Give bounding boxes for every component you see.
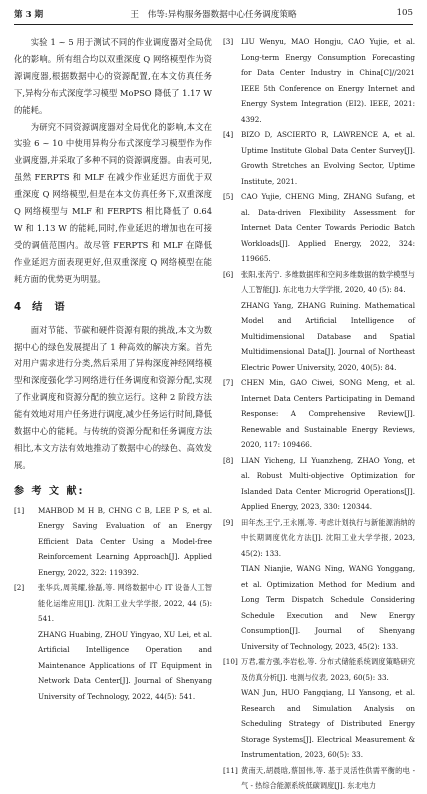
reference-text: 张阳,张芮宁. 多维数据库和空间多维数据的数学模型与人工智能[J]. 东北电力大学学报, 2020, 40 (5): 84. [241,269,415,294]
issue-label: 第 3 期 [14,10,44,20]
reference-text: ZHANG Huabing, ZHOU Yingyao, XU Lei, et al. Artificial Intelligence Operation and Maintenance Applications of IT Equipment in Network Data Center[J]. Journal of Shenyang University of Technology, 2022, 44(5): 541. [38,629,212,701]
references-heading: 参 考 文 献: [14,485,85,497]
reference-entry [223,375,415,453]
reference-entry [223,515,415,562]
reference-entry [223,127,415,189]
reference-text: CAO Yujie, CHENG Ming, ZHANG Sufang, et al. Data-driven Flexibility Assessment for Internet Data Center Towards Periodic Batch Workloads[J]. Applied Energy, 2022, 324: 119665. [241,192,415,263]
reference-number: [9] [223,517,234,527]
reference-number: [7] [223,378,234,387]
section-title: 结 语 [32,301,66,313]
page-number: 105 [396,8,413,18]
reference-text: 田年杰,王宁,王永刚,等. 考虑计划执行与新能源消纳的中长期调度优化方法[J]. 沈阳工业大学学报, 2023, 45(2): 133. [241,517,415,558]
reference-entry [223,267,415,298]
left-column [14,34,212,704]
reference-entry-translation [14,627,212,705]
reference-entry-translation [223,685,415,763]
reference-number [223,561,241,654]
reference-text: LIU Wenyu, MAO Hongju, CAO Yujie, et al. Long-term Energy Consumption Forecasting for Data Center Industry in China[C]//2021 IEEE 5th Conference on Energy Internet and Energy System Integration (EI2). IEEE, 2021: 4392. [241,37,415,124]
reference-entry [14,503,212,581]
reference-number [223,685,241,763]
reference-number: [10] [223,657,238,666]
reference-entry-translation [223,298,415,376]
reference-text: 万君,霍方强,李岩松,等. 分布式储能系统调度策略研究及仿真分析[J]. 电测与仪表, 2023, 60(5): 33. [241,657,415,682]
reference-number [14,627,38,705]
section-heading [14,298,212,313]
reference-number: [6] [223,269,234,279]
reference-text: 张华兵,周英耀,徐磊,等. 网络数据中心 IT 设备人工智能化运维应用[J]. 沈阳工业大学学报, 2022, 44 (5): 541. [38,583,212,624]
reference-number: [11] [223,765,238,775]
right-column [223,34,415,794]
running-title: 王 伟等:异构服务器数据中心任务调度策略 [130,10,297,20]
reference-number: [5] [223,192,234,201]
reference-number: [3] [223,37,234,46]
reference-entry [223,34,415,127]
body-paragraph: 为研究不同资源调度器对全局优化的影响,本文在实验 6 ~ 10 中使用异构分布式深度学习模型作为作业调度器,并采取了多种不同的资源调度器。由表可见,虽然 FERPTS 和 MLF 在减少作业延迟方面优于双重深度 Q 网络模型,但是在本文仿真任务下,双重深度 Q 网络模型与 MLF 和 FERPTS 相比降低了 0.64 W 和 1.13 W 的能耗,同时,作业延迟的增加也在可接受的调值范围内。故尽管 FERPTS 和 MLF 在降低作业延迟方面表现更好,但双重深度 Q 网络模型在能耗方面的优势更为明显。 [14,121,212,284]
section-number: 4 [14,301,23,313]
reference-text: MAHBOD M H B, CHNG C B, LEE P S, et al. Energy Saving Evaluation of an Energy Efficient Data Center Using a Model-free Reinforcement Learning Approach[J]. Applied Energy, 2022, 322: 119392. [38,505,212,577]
reference-number: [8] [223,455,234,465]
reference-text: ZHANG Yang, ZHANG Ruining. Mathematical Model and Artificial Intelligence of Multidimensional Database and Spatial Multidimensional Data[J]. Journal of Northeast Electric Power University, 2020, 40(5): 84. [241,300,415,372]
reference-text: BIZO D, ASCIERTO R, LAWRENCE A, et al. Uptime Institute Global Data Center Survey[J]. Growth Stretches an Evolving Sector, Uptime Institute, 2021. [241,130,415,186]
reference-number: [2] [14,583,25,593]
body-paragraph: 实验 1 ~ 5 用于测试不同的作业调度器对全局优化的影响。所有组合均以双重深度 Q 网络模型作为资源调度器,根据数据中心的资源配置,在本文仿真任务下,异构分布式深度学习模型 MoPSO 降低了 1.17 W 的能耗。 [14,37,212,115]
reference-text: 黄南天,胡晨晗,蔡国伟,等. 基于灵活性供需平衡的电 - 气 - 热综合能源系统低碳调度[J]. 东北电力 [241,765,415,790]
reference-number [223,298,241,376]
reference-text: WAN Jun, HUO Fangqiang, LI Yansong, et al. Research and Simulation Analysis on Scheduling Strategy of Distributed Energy Storage Systems[J]. Electrical Measurement & Instrumentation, 2023, 60(5): 33. [241,688,415,759]
reference-text: LIAN Yicheng, LI Yuanzheng, ZHAO Yong, et al. Robust Multi-objective Optimization for Islanded Data Center Microgrid Operations[J]. Applied Energy, 2023, 330: 120344. [241,455,415,511]
reference-entry [223,654,415,685]
reference-entry [223,453,415,515]
reference-entry-translation [223,561,415,654]
reference-text: CHEN Min, GAO Ciwei, SONG Meng, et al. Internet Data Centers Participating in Demand Response: A Comprehensive Review[J]. Renewable and Sustainable Energy Reviews, 2020, 117: 109466. [241,378,415,449]
reference-entry [223,763,415,794]
reference-number: [4] [223,130,234,139]
reference-number: [1] [14,505,25,515]
conclusion-paragraph: 面对节能、节碳和硬件资源有限的挑战,本文为数据中心的绿色发展提出了 1 种高效的解决方案。首先对用户需求进行分类,然后采用了异构深度神经网络模型和深度强化学习网络进行任务调度和资源分配,实现了作业调度和资源分配的独立运行。这种 2 阶段方法能有效地对用户任务进行调度,减少任务运行时间,降低数据中心的能耗。与传统的资源分配和任务调度方法相比,本文方法有效地推动了数据中心的绿色、高效发展。 [14,324,212,470]
reference-entry [223,189,415,267]
reference-text: TIAN Nianjie, WANG Ning, WANG Yonggang, et al. Optimization Method for Medium and Long Term Dispatch Schedule Considering Schedule Execution and New Energy Consumption[J]. Journal of Shenyang University of Technology, 2023, 45(2): 133. [241,564,415,651]
reference-entry [14,580,212,627]
running-header [14,4,413,25]
